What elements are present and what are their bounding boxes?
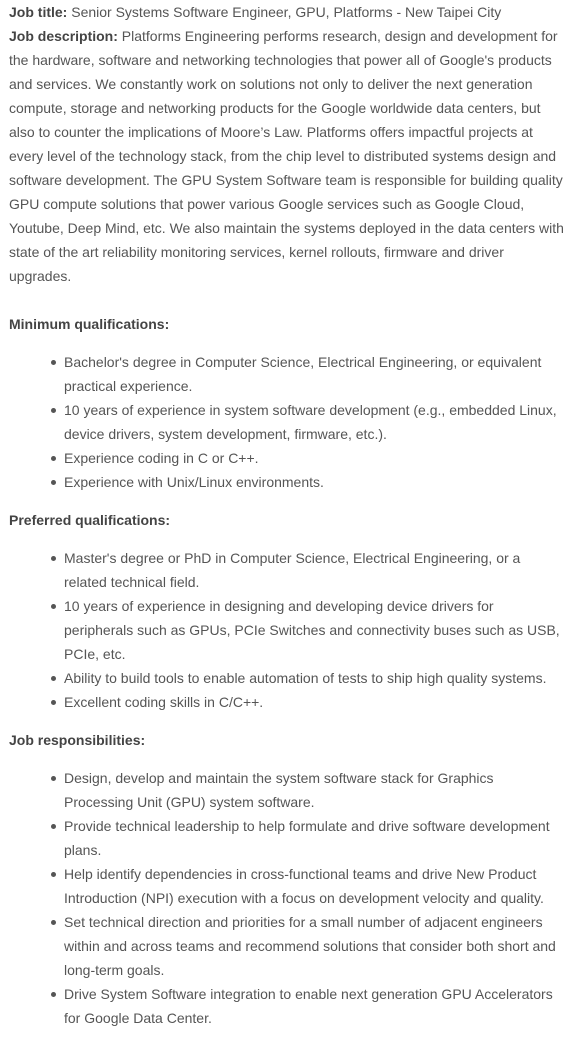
- list-item: 10 years of experience in designing and developing device drivers for peripherals such as GPUs, PCIe Switches and connectivity buses such as USB, PCIe, etc.: [64, 594, 565, 666]
- job-description-label: Job description:: [9, 28, 118, 44]
- job-responsibilities-list: [9, 766, 565, 1030]
- list-item: Excellent coding skills in C/C++.: [64, 690, 565, 714]
- list-item: Help identify dependencies in cross-functional teams and drive New Product Introduction (NPI) execution with a focus on development velocity and quality.: [64, 862, 565, 910]
- list-item: Bachelor's degree in Computer Science, Electrical Engineering, or equivalent practical experience.: [64, 350, 565, 398]
- list-item: Design, develop and maintain the system software stack for Graphics Processing Unit (GPU) system software.: [64, 766, 565, 814]
- list-item: Experience coding in C or C++.: [64, 446, 565, 470]
- job-title-value: Senior Systems Software Engineer, GPU, Platforms - New Taipei City: [71, 4, 502, 20]
- list-item: Experience with Unix/Linux environments.: [64, 470, 565, 494]
- spacer: [9, 288, 565, 312]
- list-item: Provide technical leadership to help formulate and drive software development plans.: [64, 814, 565, 862]
- job-description: [9, 24, 565, 288]
- job-title: [9, 0, 565, 24]
- job-description-value: Platforms Engineering performs research, design and development for the hardware, software and networking technologies that power all of Google's products and services. We constantly work on solutions not only to deliver the next generation compute, storage and networking products for the Google worldwide data centers, but also to counter the implications of Moore’s Law. Platforms offers impactful projects at every level of the technology stack, from the chip level to distributed systems design and software development. The GPU System Software team is responsible for building quality GPU compute solutions that power various Google services such as Google Cloud, Youtube, Deep Mind, etc. We also maintain the systems deployed in the data centers with state of the art reliability monitoring services, kernel rollouts, firmware and driver upgrades.: [9, 28, 564, 284]
- list-item: Set technical direction and priorities for a small number of adjacent engineers within and across teams and recommend solutions that consider both short and long-term goals.: [64, 910, 565, 982]
- preferred-qualifications-list: [9, 546, 565, 714]
- list-item: Drive System Software integration to enable next generation GPU Accelerators for Google Data Center.: [64, 982, 565, 1030]
- job-title-label: Job title:: [9, 4, 68, 20]
- list-item: 10 years of experience in system software development (e.g., embedded Linux, device drivers, system development, firmware, etc.).: [64, 398, 565, 446]
- minimum-qualifications-list: [9, 350, 565, 494]
- minimum-qualifications-heading: Minimum qualifications:: [9, 316, 170, 332]
- preferred-qualifications-heading: Preferred qualifications:: [9, 512, 171, 528]
- list-item: Ability to build tools to enable automation of tests to ship high quality systems.: [64, 666, 565, 690]
- list-item: Master's degree or PhD in Computer Science, Electrical Engineering, or a related technical field.: [64, 546, 565, 594]
- job-responsibilities-heading: Job responsibilities:: [9, 732, 146, 748]
